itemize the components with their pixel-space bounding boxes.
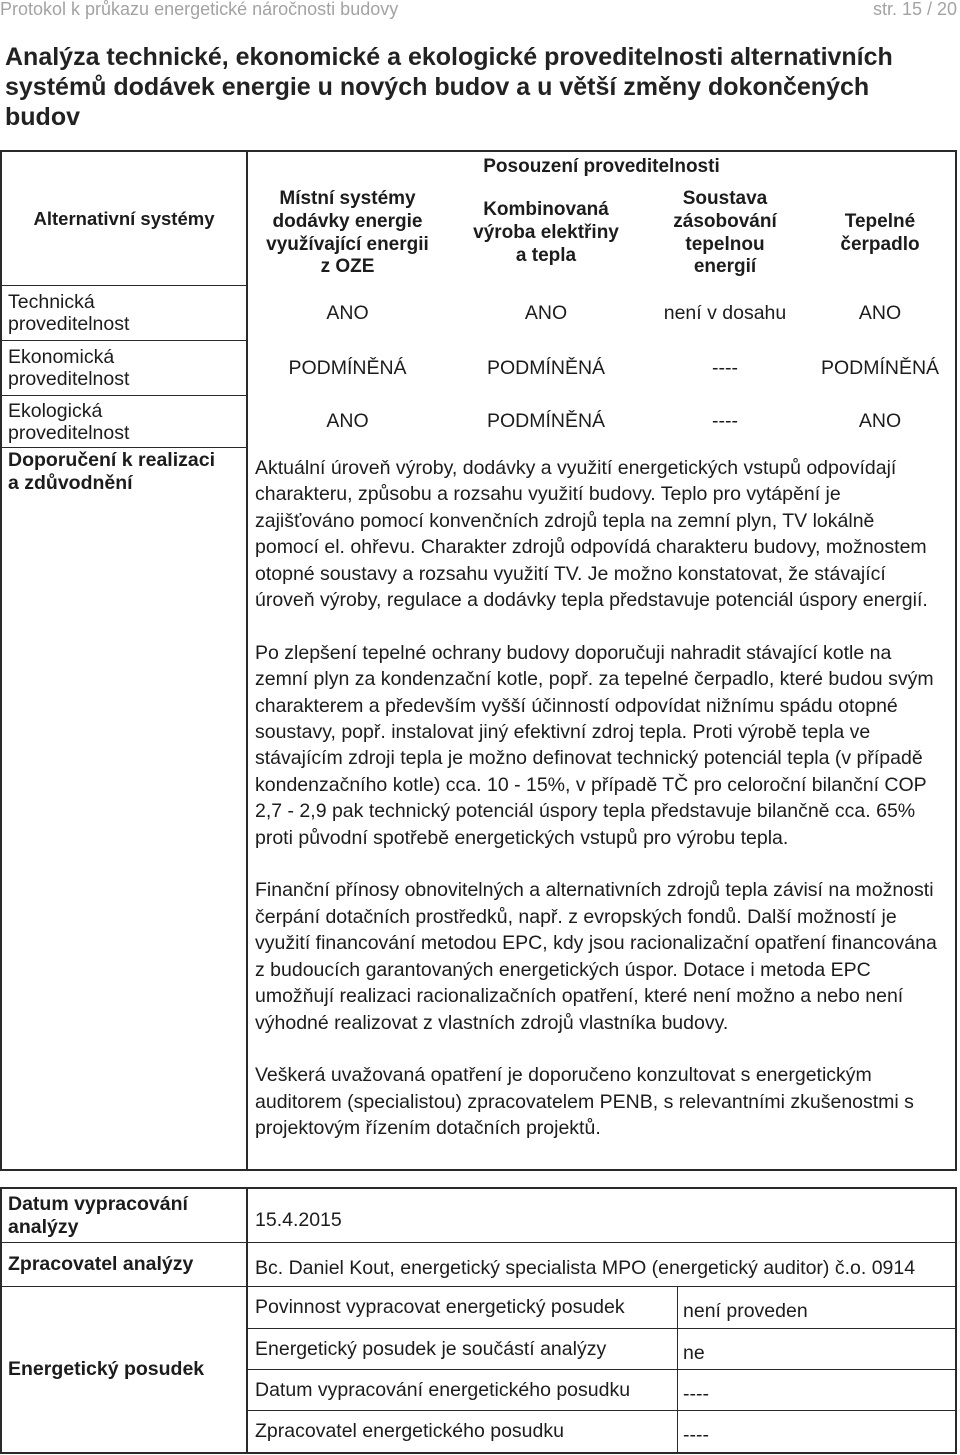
page-title: Analýza technické, ekonomické a ekologické proveditelnosti alternativních systémů dodávek energie u nových budov a u větší změny dokončených budov: [5, 43, 893, 131]
energy-assessment-item-label: Datum vypracování energetického posudku: [255, 1378, 631, 1401]
energy-assessment-item-label: Zpracovatel energetického posudku: [255, 1420, 564, 1442]
analysis-author-label: Zpracovatel analýzy: [8, 1253, 194, 1275]
energy-assessment-item-value: ----: [683, 1382, 709, 1405]
page-header: [0, 0, 960, 20]
table-cell: PODMÍNĚNÁ: [288, 356, 407, 379]
recommendation-paragraph: Po zlepšení tepelné ochrany budovy doporučuji nahradit stávající kotle na zemní plyn za kondenzační kotle, popř. za tepelné čerpadlo, které budou svým charakterem a především vyšší účinností odpovídat nižnímu spádu otopné soustavy, popř. instalovat jiný efektivní zdroj tepla. Proti výrobě tepla ve stávajícím zdroji tepla je možno definovat technický potenciál tepla (v případě kondenzačního kotle) cca. 10 - 15%, v případě TČ pro celoroční bilanční COP 2,7 - 2,9 pak technický potenciál úspory tepla představuje bilančně cca. 65% proti původní spotřebě energetických vstupů pro výrobu tepla.: [255, 641, 934, 849]
table-cell: ANO: [326, 410, 369, 432]
table-cell: není v dosahu: [663, 301, 787, 324]
table-cell: PODMÍNĚNÁ: [820, 356, 940, 379]
table-cell: ----: [712, 410, 738, 432]
recommendation-text: [255, 455, 955, 1168]
table-cell: ANO: [858, 301, 902, 324]
column-header-chp: Kombinovaná výroba elektřiny a tepla: [473, 199, 619, 266]
energy-assessment-item-label: Energetický posudek je součástí analýzy: [255, 1337, 607, 1360]
systems-header: Alternativní systémy: [33, 207, 215, 229]
recommendation-label: Doporučení k realizaci a zdůvodnění: [8, 449, 215, 494]
energy-assessment-item-value: není proveden: [683, 1300, 808, 1322]
analysis-date-value: 15.4.2015: [255, 1209, 342, 1231]
table-cell: ANO: [858, 410, 902, 432]
energy-assessment-item-value: ----: [683, 1424, 709, 1446]
recommendation-paragraph: Veškerá uvažovaná opatření je doporučeno konzultovat s energetickým auditorem (specialistou) zpracovatelem PENB, s relevantními zkušenostmi s projektovým řízením dotačních projektů.: [255, 1064, 914, 1140]
column-header-district-heating: Soustava zásobování tepelnou energií: [673, 188, 777, 278]
row-label-ecological: Ekologická proveditelnost: [8, 399, 130, 444]
energy-assessment-item-label: Povinnost vypracovat energetický posudek: [255, 1296, 625, 1318]
analysis-date-label: Datum vypracování analýzy: [8, 1192, 188, 1238]
table-cell: PODMÍNĚNÁ: [486, 356, 606, 379]
page-number: str. 15 / 20: [872, 0, 957, 19]
table-divider: [677, 1286, 678, 1453]
row-label-economic: Ekonomická proveditelnost: [8, 346, 130, 390]
document-header-title: Protokol k průkazu energetické náročnosti budovy: [0, 0, 399, 19]
energy-assessment-item-value: ne: [683, 1341, 705, 1364]
analysis-author-value: Bc. Daniel Kout, energetický specialista MPO (energetický auditor) č.o. 0914: [255, 1256, 916, 1279]
recommendation-paragraph: Aktuální úroveň výroby, dodávky a využití energetických vstupů odpovídají charakteru, způsobu a rozsahu využití budovy. Teplo pro vytápění je zajišťováno pomocí konvenčních zdrojů tepla na zemní plyn, TV lokálně pomocí el. ohřevu. Charakter zdrojů odpovídá charakteru budovy, možnostem otopné soustavy a rozsahu využití TV. Je možno konstatovat, že stávající úroveň výroby, regulace a dodávky tepla představuje potenciál úspory energií.: [255, 457, 928, 612]
column-header-local-res: Místní systémy dodávky energie využívající energii z OZE: [266, 188, 429, 278]
table-cell: PODMÍNĚNÁ: [486, 410, 606, 432]
table-cell: ----: [712, 356, 738, 379]
table-cell: ANO: [326, 301, 369, 324]
assessment-header: Posouzení proveditelnosti: [483, 155, 720, 177]
column-header-heat-pump: Tepelné čerpadlo: [840, 210, 920, 255]
table-divider: [246, 1187, 248, 1454]
recommendation-paragraph: Finanční přínosy obnovitelných a alternativních zdrojů tepla závisí na možnosti čerpání dotačních prostředků, např. z evropských fondů. Další možností je využití financování metodou EPC, kdy jsou racionalizační opatření financována z budoucích garantovaných energetických úspor. Dotace i metoda EPC umožňují realizaci racionalizačních opatření, které není možno a nebo není výhodné realizovat z vlastních zdrojů vlastníka budovy.: [255, 879, 937, 1034]
energy-assessment-label: Energetický posudek: [8, 1358, 205, 1380]
row-label-technical: Technická proveditelnost: [8, 291, 130, 335]
table-cell: ANO: [524, 301, 568, 324]
